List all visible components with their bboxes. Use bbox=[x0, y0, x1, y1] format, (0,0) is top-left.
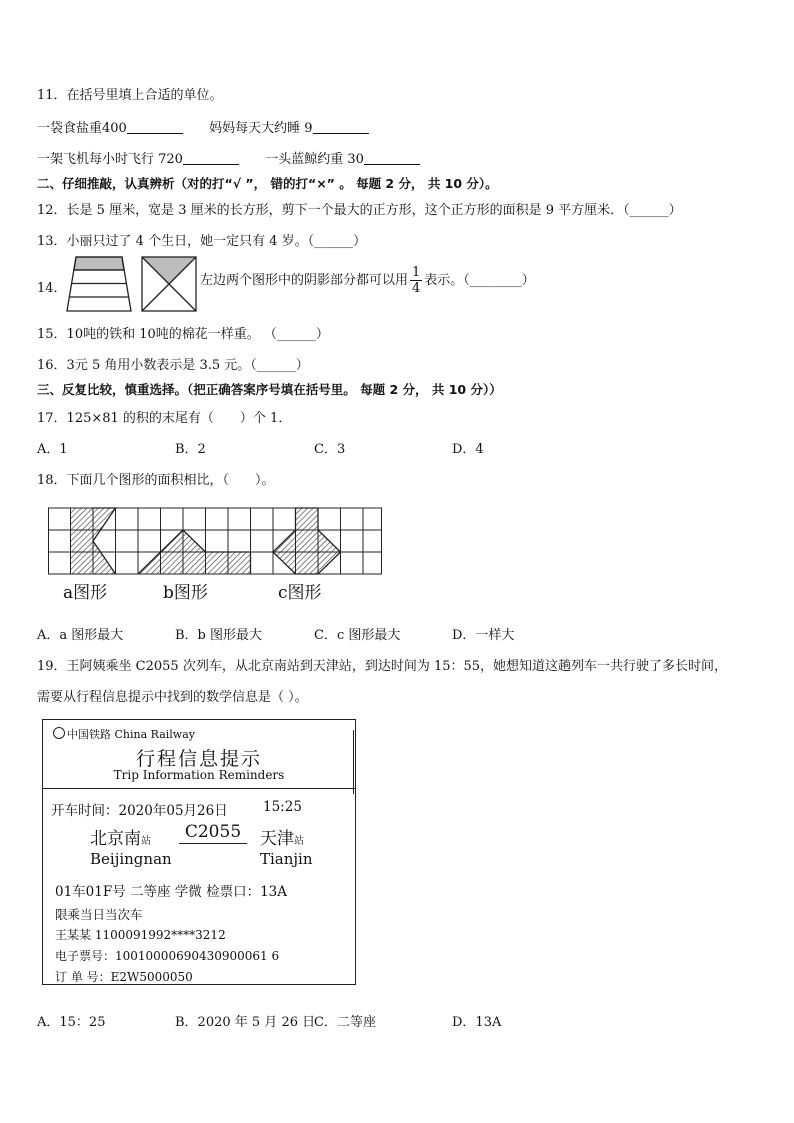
ticket-to-station bbox=[260, 824, 304, 849]
q18-label-c: c图形 bbox=[278, 583, 322, 603]
q14-fraction bbox=[410, 266, 422, 295]
q17-option-a[interactable]: A．1 bbox=[37, 442, 68, 457]
ticket-seat: 01车01F号 二等座 学微 检票口：13A bbox=[55, 884, 288, 900]
q18-grid-figure bbox=[48, 507, 384, 577]
q16: 16．3元 5 角用小数表示是 3.5 元。（______） bbox=[37, 358, 309, 373]
q18-option-b[interactable]: B．b 图形最大 bbox=[175, 628, 263, 643]
q14-square-figure bbox=[141, 256, 197, 312]
q14-number: 14． bbox=[37, 281, 67, 296]
q17-option-c[interactable]: C．3 bbox=[314, 442, 346, 457]
q11-row2 bbox=[37, 148, 420, 167]
q11-item-d: 一头蓝鲸约重 30 bbox=[265, 152, 364, 167]
ticket-depart-time: 15:25 bbox=[263, 799, 302, 815]
q11-stem: 11．在括号里填上合适的单位。 bbox=[37, 88, 223, 103]
section3-heading: 三、反复比较，慎重选择。（把正确答案序号填在括号里。 每题 2 分， 共 10 分）） bbox=[37, 382, 502, 397]
ticket-to-cn: 天津 bbox=[260, 829, 294, 849]
ticket-from-suffix: 站 bbox=[141, 836, 151, 847]
q18-label-a: a图形 bbox=[63, 583, 108, 603]
ticket-depart-date: 开车时间：2020年05月26日 bbox=[51, 803, 228, 819]
ticket-side-mark bbox=[353, 730, 354, 794]
ticket-train-number: C2055 bbox=[179, 822, 247, 844]
ticket-title-cn: 行程信息提示 bbox=[135, 748, 262, 770]
ticket-from-en: Beijingnan bbox=[90, 850, 172, 868]
q18-shape-a-column bbox=[71, 508, 94, 574]
q14-text bbox=[200, 266, 535, 295]
q14-text-after: 表示。（________） bbox=[424, 273, 535, 288]
q19-stem-line2: 需要从行程信息提示中找到的数学信息是（ ）。 bbox=[37, 690, 308, 705]
ticket-to-suffix: 站 bbox=[294, 836, 304, 847]
q19-option-a[interactable]: A．15：25 bbox=[37, 1015, 106, 1030]
q15: 15．10吨的铁和 10吨的棉花一样重。 （______） bbox=[37, 327, 329, 342]
q11-blank-a[interactable] bbox=[127, 119, 183, 134]
q14-fraction-numerator: 1 bbox=[412, 265, 421, 280]
ticket-from-station bbox=[90, 824, 151, 849]
q19-stem-line1: 19．王阿姨乘坐 C2055 次列车，从北京南站到天津站，到达时间为 15：55，她想知道这趟列车一共行驶了多长时间， bbox=[37, 659, 728, 674]
ticket-eticket: 电子票号：10010000690430900061 6 bbox=[55, 949, 280, 963]
q19-option-b[interactable]: B．2020 年 5 月 26 日 bbox=[175, 1015, 316, 1030]
ticket-brand bbox=[53, 726, 195, 742]
ticket-to-en: Tianjin bbox=[260, 850, 313, 868]
section2-heading: 二、仔细推敲，认真辨析（对的打“√ ”， 错的打“×” 。 每题 2 分， 共 10 分）。 bbox=[37, 176, 498, 191]
q18-option-c[interactable]: C．c 图形最大 bbox=[314, 628, 401, 643]
q12: 12．长是 5 厘米，宽是 3 厘米的长方形，剪下一个最大的正方形，这个正方形的面积是 9 平方厘米．（______） bbox=[37, 203, 682, 218]
q19-option-c[interactable]: C．二等座 bbox=[314, 1015, 376, 1030]
q18-stem: 18．下面几个图形的面积相比，（ ）。 bbox=[37, 473, 275, 488]
q11-blank-b[interactable] bbox=[313, 119, 369, 134]
q11-item-b: 妈妈每天大约睡 9 bbox=[209, 121, 313, 136]
q11-row1 bbox=[37, 117, 369, 136]
q13: 13．小丽只过了 4 个生日，她一定只有 4 岁。（______） bbox=[37, 234, 367, 249]
q14-trapezoid-figure bbox=[66, 256, 132, 312]
q14-fraction-denominator: 4 bbox=[412, 281, 421, 296]
ticket-title-en: Trip Information Reminders bbox=[113, 768, 285, 782]
ticket-brand-text: 中国铁路 China Railway bbox=[67, 728, 195, 741]
ticket-limit: 限乘当日当次车 bbox=[55, 907, 143, 922]
ticket-from-cn: 北京南 bbox=[90, 829, 141, 849]
q17-option-b[interactable]: B．2 bbox=[175, 442, 206, 457]
railway-logo-icon bbox=[53, 727, 65, 739]
q18-label-b: b图形 bbox=[163, 583, 208, 603]
q11-blank-d[interactable] bbox=[364, 150, 420, 165]
q18-option-a[interactable]: A．a 图形最大 bbox=[37, 628, 124, 643]
trip-ticket bbox=[42, 719, 356, 985]
q14-text-before: 左边两个图形中的阴影部分都可以用 bbox=[200, 273, 409, 288]
q18-shape-c bbox=[273, 508, 341, 574]
q11-item-a: 一袋食盐重400 bbox=[37, 121, 127, 136]
q11-item-c: 一架飞机每小时飞行 720 bbox=[37, 152, 183, 167]
q19-option-d[interactable]: D．13A bbox=[452, 1015, 502, 1030]
ticket-divider bbox=[43, 788, 355, 789]
q17-stem: 17．125×81 的积的末尾有（ ）个 1． bbox=[37, 411, 292, 426]
q17-option-d[interactable]: D．4 bbox=[452, 442, 484, 457]
q18-option-d[interactable]: D．一样大 bbox=[452, 628, 515, 643]
q11-blank-c[interactable] bbox=[183, 150, 239, 165]
ticket-passenger: 王某某 1100091992****3212 bbox=[55, 928, 226, 942]
ticket-order: 订 单 号：E2W5000050 bbox=[55, 970, 193, 984]
